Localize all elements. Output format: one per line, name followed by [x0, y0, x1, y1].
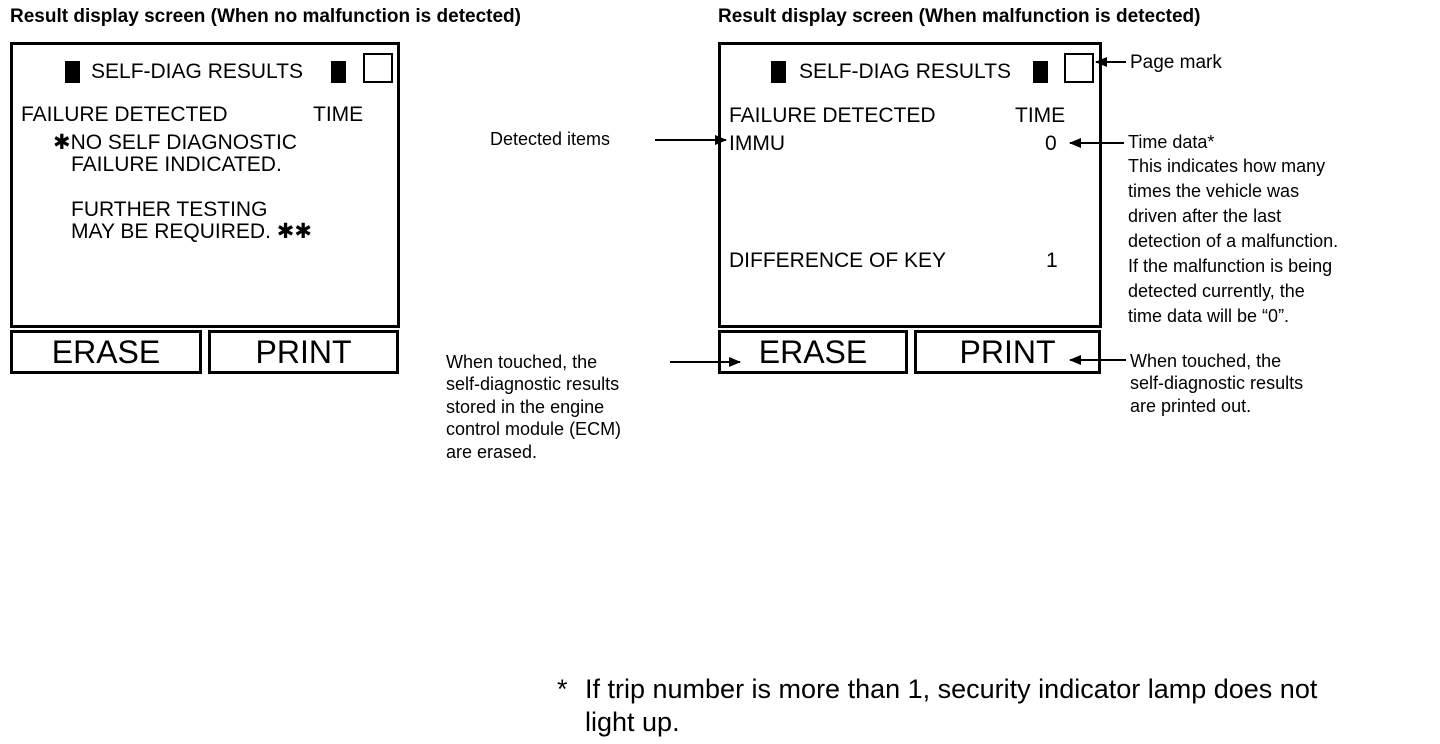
left-heading: Result display screen (When no malfunction is detected)	[10, 6, 521, 27]
detected-item-difference-of-key: DIFFERENCE OF KEY	[729, 249, 947, 272]
erase-note-line: When touched, the	[446, 352, 598, 372]
erase-note-line: are erased.	[446, 442, 538, 462]
print-note-line: are printed out.	[1130, 396, 1252, 416]
left-erase-button[interactable]: ERASE	[10, 330, 202, 374]
no-failure-line-1: ✱NO SELF DIAGNOSTIC	[53, 131, 297, 154]
footnote-marker: *	[557, 674, 568, 704]
col-failure-detected: FAILURE DETECTED	[729, 104, 936, 127]
left-print-button[interactable]: PRINT	[208, 330, 399, 374]
right-erase-button[interactable]: ERASE	[718, 330, 908, 374]
right-heading: Result display screen (When malfunction is detected)	[718, 6, 1201, 27]
col-time: TIME	[1015, 104, 1066, 127]
further-testing-line-1: FURTHER TESTING	[71, 198, 268, 221]
detected-items-label: Detected items	[490, 129, 611, 149]
erase-note-line: control module (ECM)	[446, 419, 622, 439]
right-print-button[interactable]: PRINT	[914, 330, 1101, 374]
time-data-line: This indicates how many	[1128, 156, 1326, 176]
time-data-line: driven after the last	[1128, 206, 1282, 226]
footnote-line-1: If trip number is more than 1, security indicator lamp does not	[585, 674, 1318, 704]
detected-item-immu: IMMU	[729, 132, 785, 155]
time-value-difference-of-key: 1	[1046, 249, 1058, 272]
col-failure-detected: FAILURE DETECTED	[21, 103, 228, 126]
time-data-line: detection of a malfunction.	[1128, 231, 1339, 251]
erase-note-line: stored in the engine	[446, 397, 605, 417]
time-data-line: times the vehicle was	[1128, 181, 1300, 201]
right-screen-title: SELF-DIAG RESULTS	[799, 60, 1011, 83]
further-testing-line-2: MAY BE REQUIRED. ✱✱	[71, 220, 312, 243]
footnote-line-2: light up.	[585, 707, 680, 737]
time-data-line: detected currently, the	[1128, 281, 1305, 301]
time-data-line: time data will be “0”.	[1128, 306, 1290, 326]
time-value-immu: 0	[1045, 132, 1057, 155]
print-note-line: self-diagnostic results	[1130, 373, 1304, 393]
time-data-title: Time data*	[1128, 132, 1215, 152]
time-data-line: If the malfunction is being	[1128, 256, 1333, 276]
print-note-line: When touched, the	[1130, 351, 1282, 371]
col-time: TIME	[313, 103, 364, 126]
page-mark-label: Page mark	[1130, 52, 1222, 73]
erase-note-line: self-diagnostic results	[446, 374, 620, 394]
left-screen-title: SELF-DIAG RESULTS	[91, 60, 303, 83]
no-failure-line-2: FAILURE INDICATED.	[71, 153, 282, 176]
